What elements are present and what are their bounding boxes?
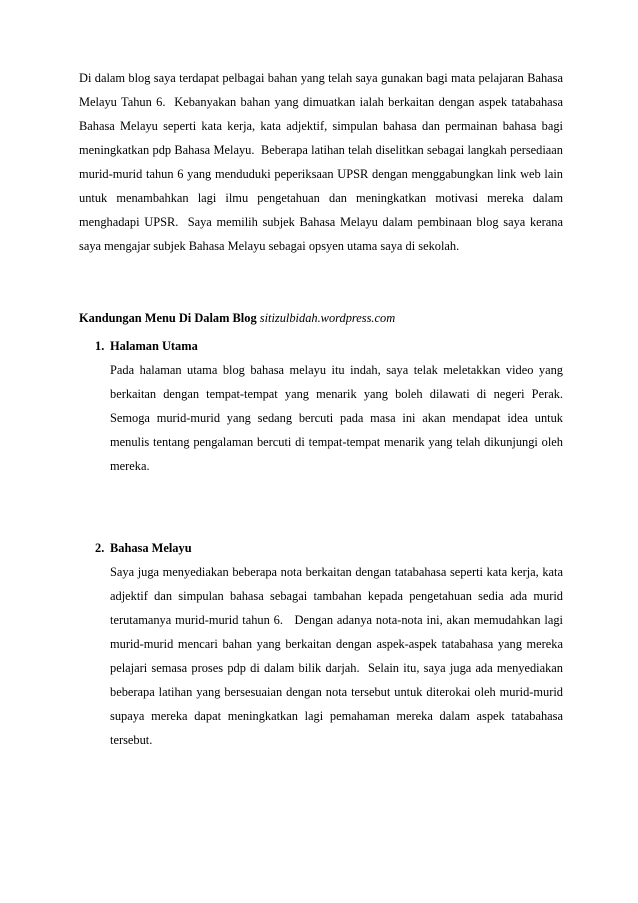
menu-content-list <box>79 334 570 752</box>
section-heading <box>79 306 563 330</box>
list-item-bahasa-melayu <box>79 536 567 752</box>
intro-paragraph: Di dalam blog saya terdapat pelbagai bahan yang telah saya gunakan bagi mata pelajaran Bahasa Melayu Tahun 6. Kebanyakan bahan yang dimuatkan ialah berkaitan dengan aspek tatabahasa Bahasa Melayu seperti kata kerja, kata adjektif, simpulan bahasa dan permainan bahasa bagi meningkatkan pdp Bahasa Melayu. Beberapa latihan telah diselitkan sebagai langkah persediaan murid-murid tahun 6 yang menduduki peperiksaan UPSR dengan menggabungkan link web lain untuk menambahkan lagi ilmu pengetahuan dan meningkatkan motivasi mereka dalam menghadapi UPSR. Saya memilih subjek Bahasa Melayu dalam pembinaan blog saya kerana saya mengajar subjek Bahasa Melayu sebagai opsyen utama saya di sekolah. <box>79 71 567 253</box>
list-item-body: Pada halaman utama blog bahasa melayu itu indah, saya telak meletakkan video yang berkaitan dengan tempat-tempat yang menarik yang boleh dilawati di negeri Perak. Semoga murid-murid yang sedang bercuti pada masa ini akan mendapat idea untuk menulis tentang pengalaman bercuti di tempat-tempat menarik yang telah dikunjungi oleh mereka. <box>110 363 570 473</box>
list-item-body: Saya juga menyediakan beberapa nota berkaitan dengan tatabahasa seperti kata kerja, kata adjektif dan simpulan bahasa sebagai tambahan kepada pengetahuan sedia ada murid terutamanya murid-murid tahun 6. Dengan adanya nota-nota ini, akan memudahkan lagi murid-murid mencari bahan yang berkaitan dengan aspek-aspek tatabahasa yang mereka pelajari semasa proses pdp di dalam bilik darjah. Selain itu, saya juga ada menyediakan beberapa latihan yang bersesuaian dengan nota tersebut untuk diterokai oleh murid-murid supaya mereka dapat meningkatkan lagi pemahaman mereka dalam aspek tatabahasa tersebut. <box>110 565 567 747</box>
list-item-number: 2. <box>95 541 105 555</box>
section-heading-blog-url: sitizulbidah.wordpress.com <box>259 311 396 325</box>
list-item-halaman-utama <box>79 334 570 478</box>
list-item-title: Bahasa Melayu <box>110 541 192 555</box>
spacer <box>79 258 563 306</box>
list-item-title: Halaman Utama <box>110 339 198 353</box>
spacer <box>79 478 563 536</box>
list-item-number: 1. <box>95 339 105 353</box>
document-page <box>79 66 570 752</box>
section-heading-title: Kandungan Menu Di Dalam Blog <box>79 311 257 325</box>
